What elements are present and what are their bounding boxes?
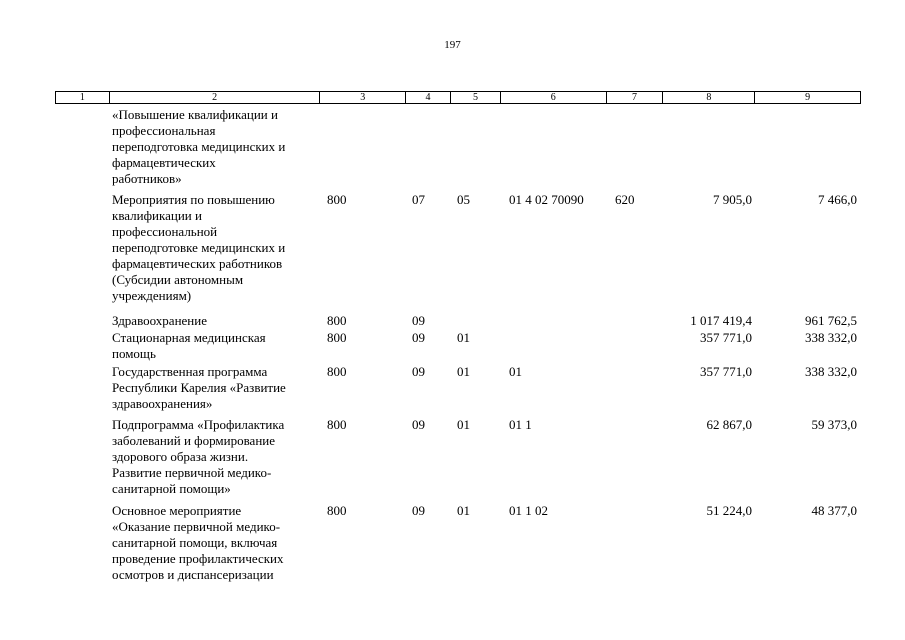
cell-amount-2: 7 466,0 — [818, 192, 857, 207]
header-col-2: 2 — [110, 92, 320, 103]
cell-target: 01 1 02 — [509, 503, 548, 518]
table-body — [0, 107, 905, 588]
header-col-3: 3 — [320, 92, 406, 103]
row-name: Основное мероприятие «Оказание первичной медико- санитарной помощи, включая проведение профилактических осмотров и диспансеризации — [112, 503, 284, 582]
cell-subsection: 01 — [457, 364, 470, 379]
cell-ministry: 800 — [327, 313, 347, 328]
cell-ministry: 800 — [327, 364, 347, 379]
row-name: Государственная программа Республики Карелия «Развитие здравоохранения» — [112, 364, 286, 411]
cell-subsection: 05 — [457, 192, 470, 207]
table-header — [55, 91, 861, 104]
table-row — [0, 330, 905, 364]
table-row — [0, 107, 905, 192]
cell-section: 07 — [412, 192, 425, 207]
row-name: «Повышение квалификации и профессиональная переподготовка медицинских и фармацевтических работников» — [112, 107, 286, 186]
cell-section: 09 — [412, 503, 425, 518]
table-row — [0, 192, 905, 313]
cell-ministry: 800 — [327, 503, 347, 518]
cell-ministry: 800 — [327, 330, 347, 345]
cell-ministry: 800 — [327, 192, 347, 207]
cell-amount-2: 59 373,0 — [811, 417, 857, 432]
cell-target: 01 — [509, 364, 522, 379]
cell-amount-1: 7 905,0 — [713, 192, 752, 207]
cell-section: 09 — [412, 417, 425, 432]
cell-subsection: 01 — [457, 330, 470, 345]
cell-section: 09 — [412, 330, 425, 345]
header-col-6: 6 — [501, 92, 607, 103]
header-col-9: 9 — [805, 92, 811, 103]
cell-amount-1: 51 224,0 — [706, 503, 752, 518]
row-name: Стационарная медицинская помощь — [112, 330, 266, 361]
cell-amount-2: 48 377,0 — [811, 503, 857, 518]
row-name: Мероприятия по повышению квалификации и профессиональной переподготовке медицинских и фармацевтических работников (Субсидии автономным учреждениям) — [112, 192, 286, 303]
header-col-7: 7 — [607, 92, 664, 103]
cell-amount-2: 338 332,0 — [805, 330, 857, 345]
header-col-1: 1 — [56, 92, 110, 103]
row-name: Подпрограмма «Профилактика заболеваний и формирование здорового образа жизни. Развитие первичной медико- санитарной помощи» — [112, 417, 285, 496]
cell-ministry: 800 — [327, 417, 347, 432]
row-name: Здравоохранение — [112, 313, 207, 328]
header-col-5: 5 — [451, 92, 501, 103]
cell-amount-1: 357 771,0 — [700, 364, 752, 379]
cell-amount-2: 961 762,5 — [805, 313, 857, 328]
cell-amount-1: 62 867,0 — [706, 417, 752, 432]
cell-amount-1: 357 771,0 — [700, 330, 752, 345]
cell-section: 09 — [412, 313, 425, 328]
header-col-4: 4 — [406, 92, 451, 103]
cell-amount-2: 338 332,0 — [805, 364, 857, 379]
table-row — [0, 364, 905, 417]
cell-target: 01 1 — [509, 417, 532, 432]
cell-amount-1: 1 017 419,4 — [690, 313, 752, 328]
cell-subsection: 01 — [457, 417, 470, 432]
page-number: 197 — [444, 39, 461, 51]
cell-section: 09 — [412, 364, 425, 379]
table-row — [0, 503, 905, 588]
table-row — [0, 313, 905, 330]
table-row — [0, 417, 905, 503]
header-col-8: 8 — [663, 92, 755, 103]
cell-subsection: 01 — [457, 503, 470, 518]
cell-target: 01 4 02 70090 — [509, 192, 584, 207]
cell-expense-type: 620 — [615, 192, 635, 207]
